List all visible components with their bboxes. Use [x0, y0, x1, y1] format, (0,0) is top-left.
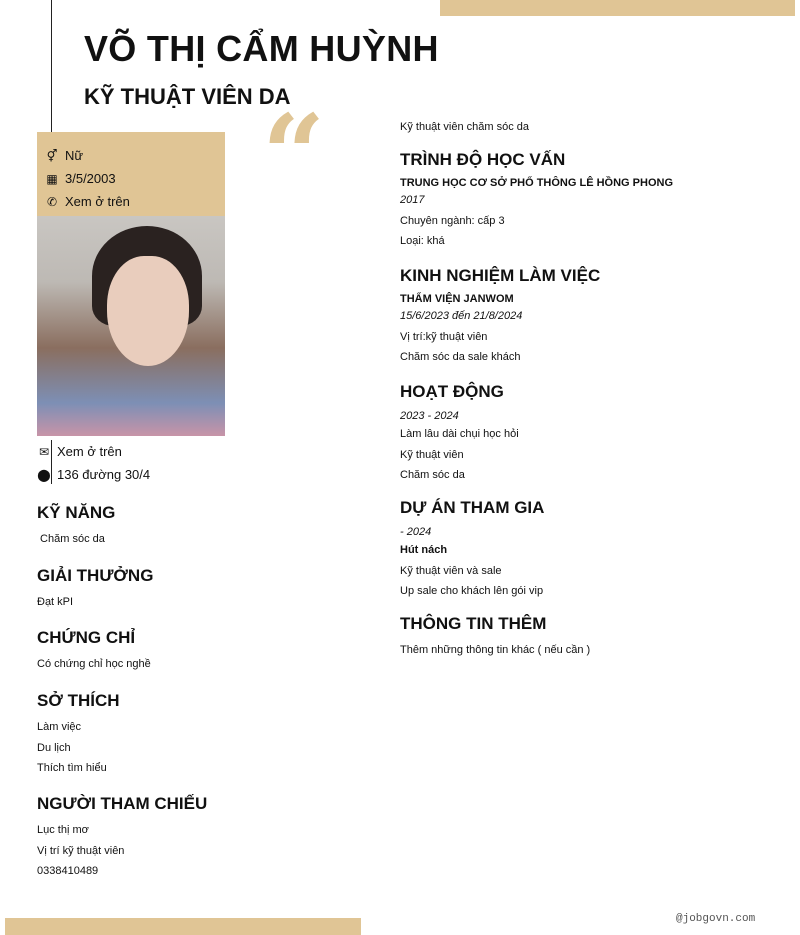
list-item: Làm lâu dài chụi học hỏi: [400, 428, 519, 440]
email: Xem ở trên: [57, 444, 122, 459]
list-item: Vị trí kỹ thuật viên: [37, 844, 125, 857]
references-section: [37, 794, 237, 882]
projects-section: [400, 498, 780, 602]
school-name: TRUNG HỌC CƠ SỞ PHỔ THÔNG LÊ HỒNG PHONG: [400, 177, 673, 189]
profile-photo: [37, 216, 225, 436]
list-item: Du lịch: [37, 741, 71, 754]
candidate-name: VÕ THỊ CẨM HUỲNH: [84, 28, 439, 69]
section-title: NGƯỜI THAM CHIẾU: [37, 794, 208, 813]
quote-mark-icon: “: [262, 90, 326, 219]
list-item: Thích tìm hiểu: [37, 762, 107, 774]
list-item: Chuyên ngành: cấp 3: [400, 214, 505, 227]
activities-section: [400, 382, 780, 486]
phone-icon: ✆: [46, 194, 58, 209]
list-item: Chăm sóc da: [37, 533, 105, 545]
section-title: KINH NGHIỆM LÀM VIỆC: [400, 266, 601, 285]
list-item: Kỹ thuật viên: [400, 448, 464, 461]
bottom-accent-bar: [5, 918, 361, 935]
section-title: CHỨNG CHỈ: [37, 628, 136, 647]
more-info-section: [400, 614, 780, 661]
company-name: THẨM VIỆN JANWOM: [400, 293, 514, 305]
education-section: [400, 150, 780, 252]
list-item: Chăm sóc da: [400, 469, 465, 481]
watermark: @jobgovn.com: [676, 913, 756, 925]
gender-icon: ⚥: [46, 148, 58, 163]
section-title: GIẢI THƯỞNG: [37, 566, 154, 585]
experience-section: [400, 266, 780, 368]
time: - 2024: [400, 526, 432, 538]
objective-text: Kỹ thuật viên chăm sóc da: [400, 121, 530, 133]
list-item: Đạt kPI: [37, 596, 74, 608]
skills-section: [37, 503, 237, 550]
section-title: THÔNG TIN THÊM: [400, 614, 547, 633]
email-icon: ✉: [38, 444, 50, 459]
phone: Xem ở trên: [65, 194, 130, 209]
list-item: Kỹ thuật viên và sale: [400, 564, 502, 577]
list-item: Chăm sóc da sale khách: [400, 351, 521, 363]
list-item: Loại: khá: [400, 235, 445, 247]
list-item: Vị trí:kỹ thuật viên: [400, 330, 488, 343]
section-title: KỸ NĂNG: [37, 503, 116, 522]
time: 2023 - 2024: [400, 410, 459, 422]
list-item: Lục thị mơ: [37, 824, 89, 836]
project-name: Hút nách: [400, 544, 448, 556]
dob: 3/5/2003: [65, 171, 116, 186]
time: 2017: [400, 194, 425, 206]
location-pin-icon: ⬤: [37, 467, 51, 482]
top-accent-bar: [440, 0, 795, 16]
section-title: SỞ THÍCH: [37, 691, 120, 710]
address: 136 đường 30/4: [57, 467, 151, 482]
contact-list: [37, 440, 150, 486]
list-item: Làm việc: [37, 721, 82, 733]
list-item: Có chứng chỉ học nghề: [37, 658, 151, 670]
job-title: KỸ THUẬT VIÊN DA: [84, 84, 291, 109]
section-title: DỰ ÁN THAM GIA: [400, 498, 545, 517]
calendar-icon: ▦: [46, 171, 58, 186]
list-item: Up sale cho khách lên gói vip: [400, 585, 544, 597]
list-item: Thêm những thông tin khác ( nếu cần ): [400, 644, 591, 656]
objective: [400, 117, 780, 138]
certificates-section: [37, 628, 237, 675]
divider-line: [51, 0, 52, 132]
hobbies-section: [37, 691, 237, 779]
personal-info-box: [37, 132, 225, 216]
section-title: HOẠT ĐỘNG: [400, 382, 504, 401]
awards-section: [37, 566, 237, 613]
gender: Nữ: [65, 148, 84, 163]
section-title: TRÌNH ĐỘ HỌC VẤN: [400, 150, 566, 169]
list-item: 0338410489: [37, 865, 99, 877]
time: 15/6/2023 đến 21/8/2024: [400, 310, 523, 322]
